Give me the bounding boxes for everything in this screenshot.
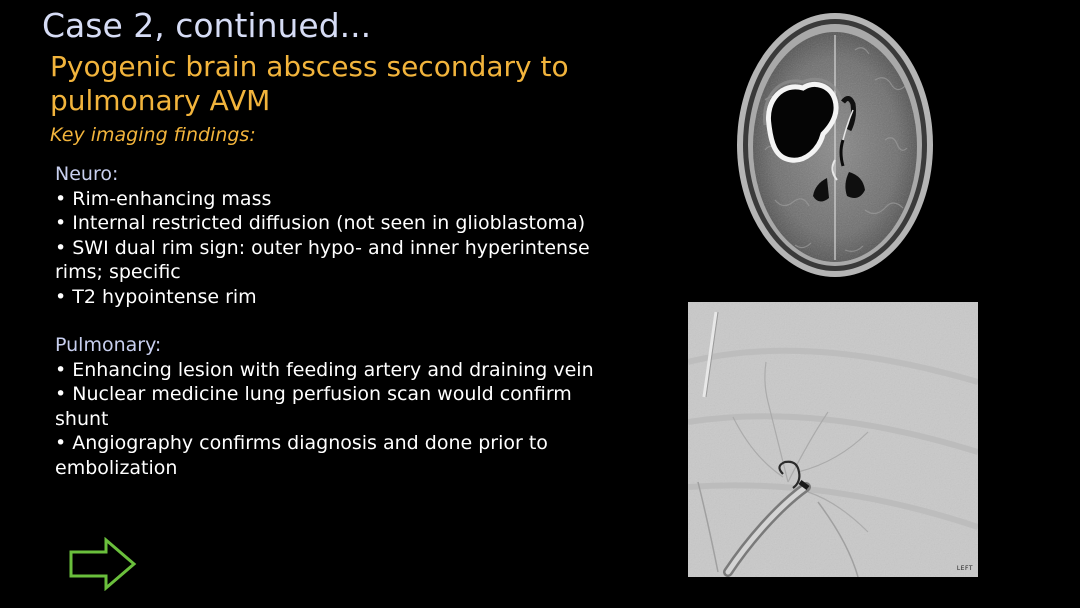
neuro-bullet-4: • T2 hypointense rim (55, 285, 257, 308)
right-arrow-icon[interactable] (68, 537, 138, 591)
angiogram-side-label: LEFT (956, 565, 973, 572)
pulmonary-angiogram-image (688, 302, 978, 577)
neuro-bullet-1: • Rim-enhancing mass (55, 187, 272, 210)
angiogram-drawing (688, 302, 978, 577)
neuro-heading: Neuro: (55, 163, 119, 185)
brain-mri-image (735, 10, 935, 278)
slide-subtitle: Pyogenic brain abscess secondary to pulmonary AVM (50, 50, 569, 117)
pulmonary-bullet-2: • Nuclear medicine lung perfusion scan would confirm shunt (55, 383, 572, 430)
pulmonary-bullet-3: • Angiography confirms diagnosis and done prior to embolization (55, 432, 548, 479)
neuro-bullet-3: • SWI dual rim sign: outer hypo- and inner hyperintense rims; specific (55, 236, 590, 283)
section-spacer (55, 309, 615, 333)
findings-content (55, 162, 615, 480)
key-findings-label: Key imaging findings: (50, 124, 256, 146)
slide-title: Case 2, continued... (42, 6, 372, 45)
neuro-bullet-2: • Internal restricted diffusion (not seen in glioblastoma) (55, 212, 586, 234)
pulmonary-heading: Pulmonary: (55, 334, 162, 356)
pulmonary-bullet-1: • Enhancing lesion with feeding artery and draining vein (55, 358, 594, 381)
